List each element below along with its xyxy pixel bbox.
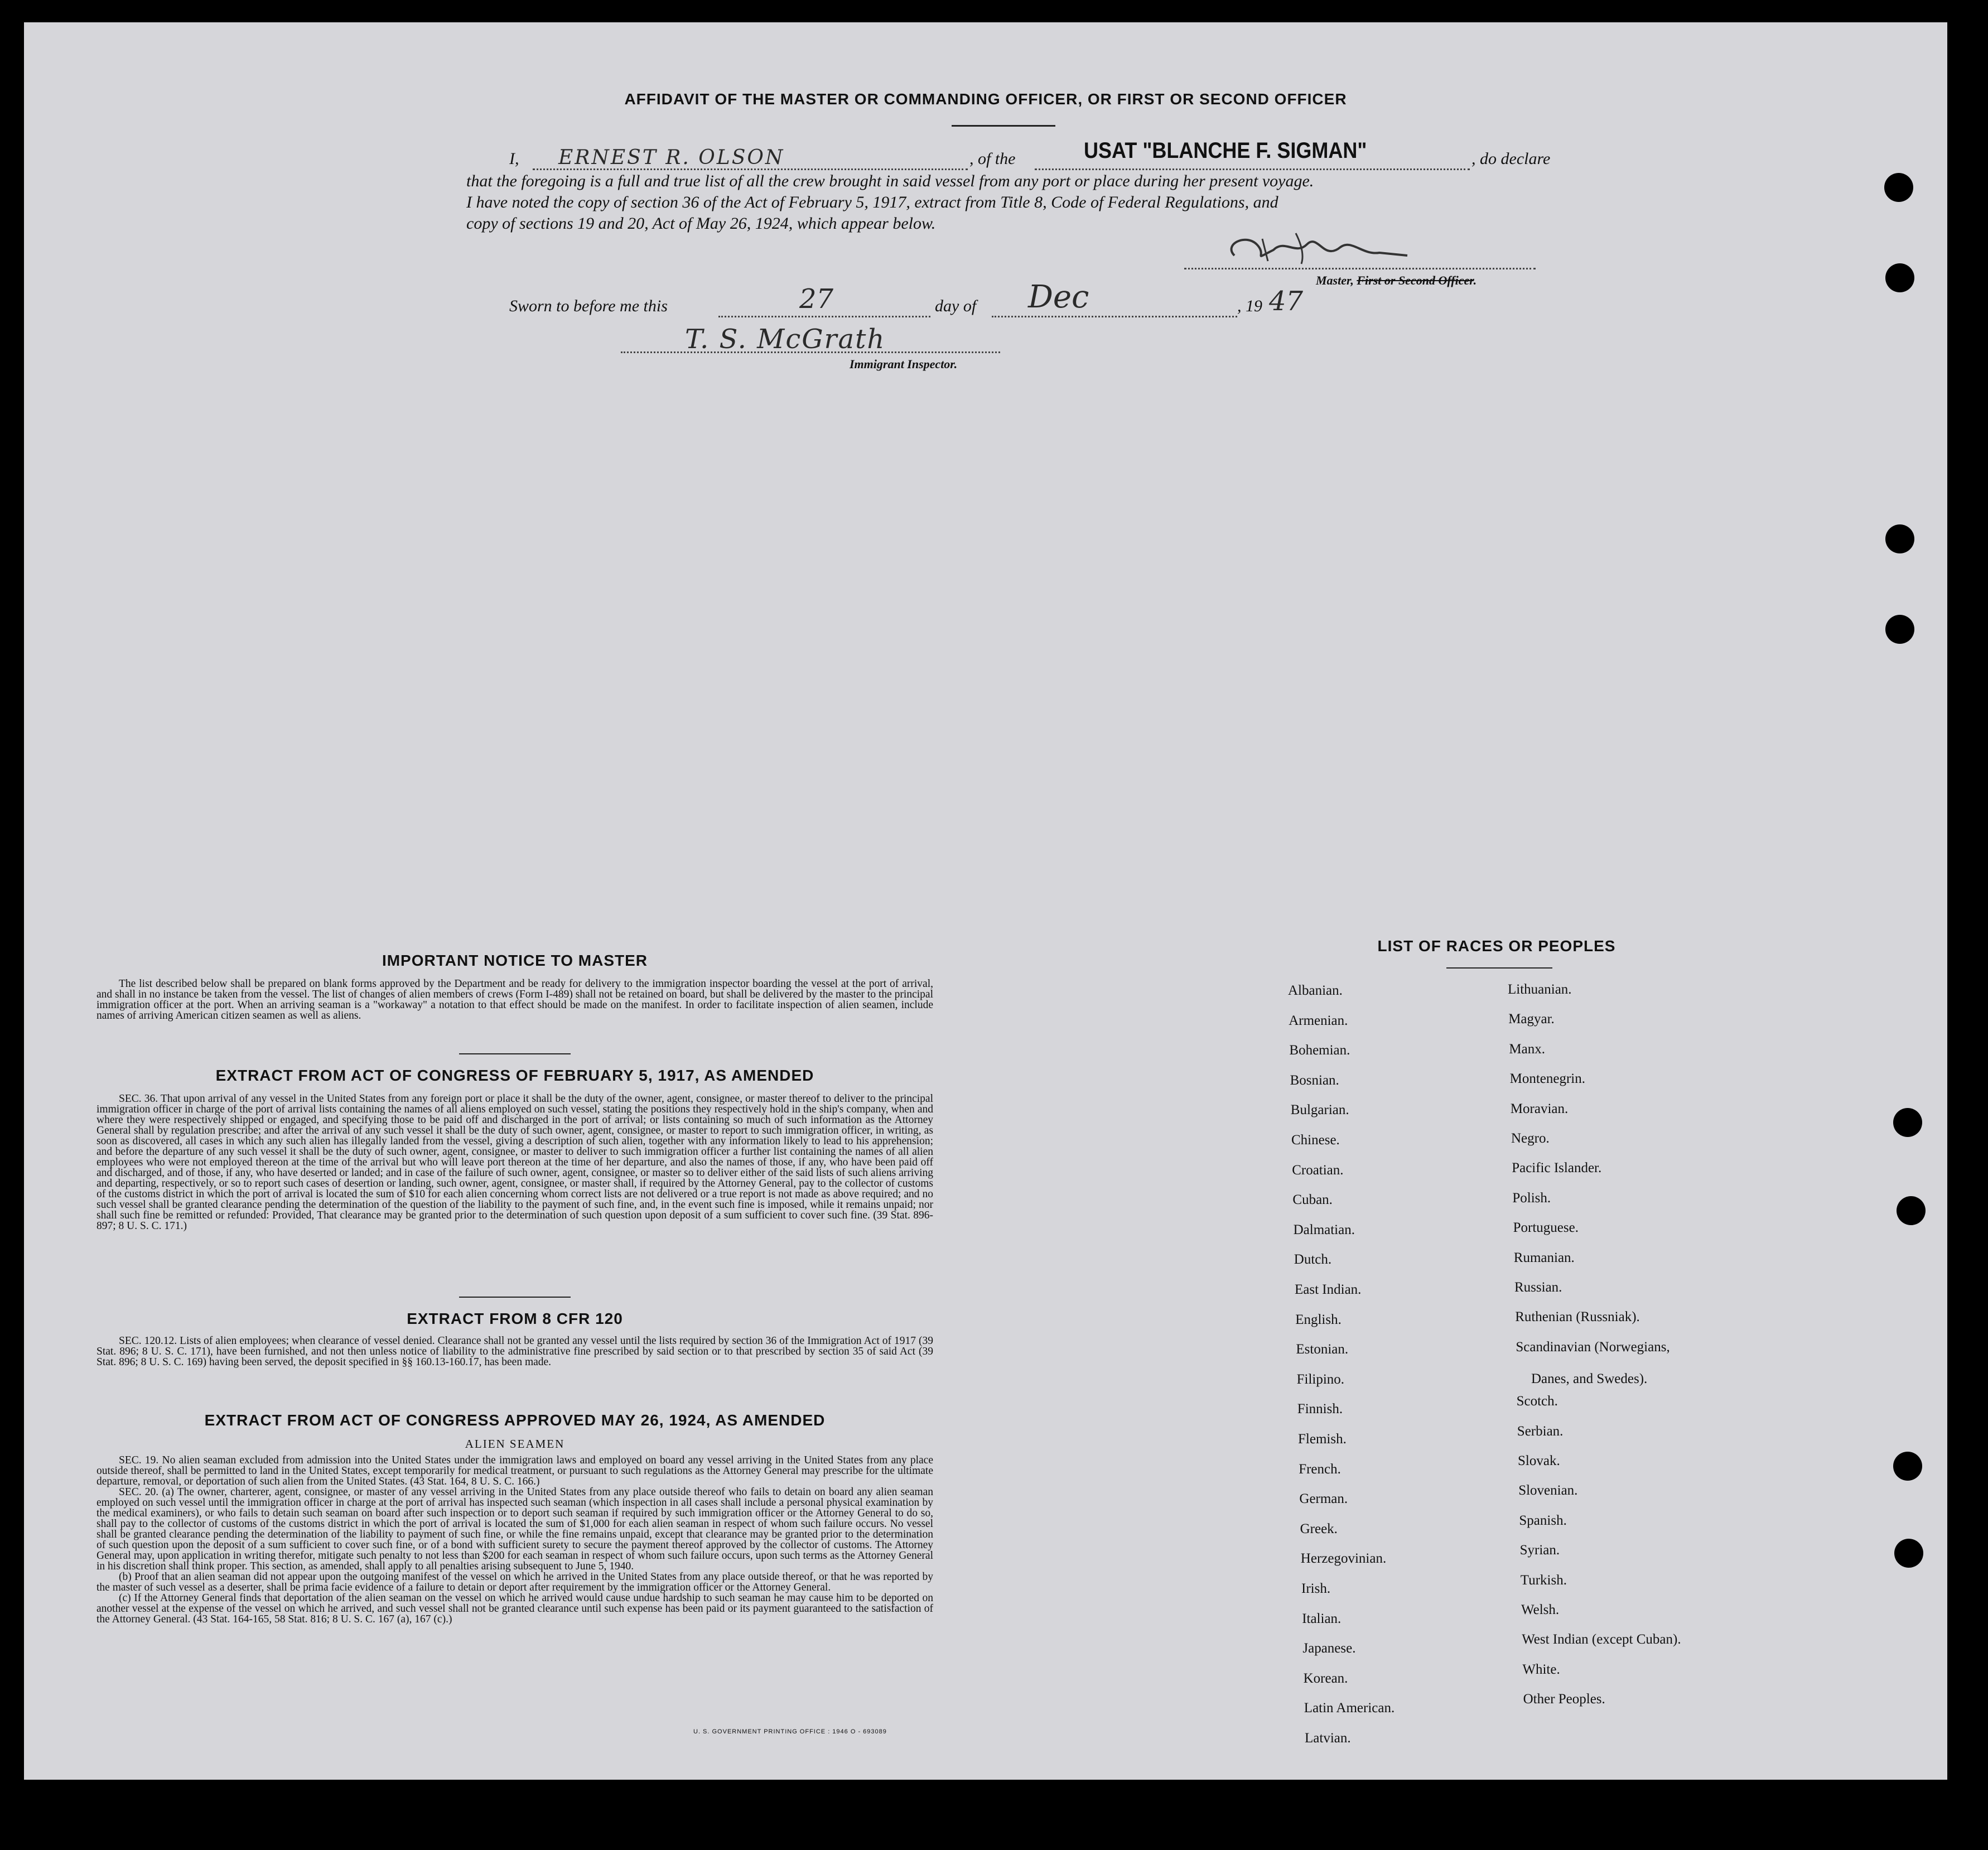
race-item: Other Peoples.	[1523, 1692, 1605, 1707]
race-item: Dutch.	[1294, 1252, 1332, 1268]
notice-text	[96, 979, 933, 1021]
signer-title	[1316, 273, 1476, 288]
race-item: Slovak.	[1518, 1453, 1560, 1468]
master-name-handwritten: ERNEST R. OLSON	[558, 146, 785, 169]
race-item: West Indian (except Cuban).	[1522, 1632, 1681, 1647]
sec-36-paragraph: SEC. 36. That upon arrival of any vessel in the United States from any foreign port or place it shall be the duty of the owner, agent, consignee, or master thereof to deliver to the principal immigration officer in charge of the port of arrival lists containing the names of all aliens employed on such vessel, stating the positions they respectively hold in the ship's company, when and where they were respectively shipped or engaged, and specifying those to be paid off and discharged in the port of arrival; or lists containing so much of such information as the Attorney General shall by regulation prescribe; and after the arrival of any such vessel it shall be the duty of such owner, agent, consignee, or master to report to such immigration officer, in writing, as soon as discovered, all cases in which any such alien has illegally landed from the vessel, giving a description of such alien, together with any information likely to lead to his apprehension; and before the departure of any such vessel it shall be the duty of such owner, agent, consignee, or master to deliver to such immigration officer a further list containing the names of all alien employees who were not employed thereon at the time of the arrival but who will leave port thereon at the time of her departure, and also the names of those, if any, who have been paid off and discharged, and of those, if any, who have deserted or landed; and in case of the failure of such owner, agent, consignee, or master so to deliver either of the said lists of such aliens arriving and departing, respectively, or so to report such cases of desertion or landing, such owner, agent, consignee, or master shall, if required by the Attorney General, pay to the collector of customs of the customs district in which the port of arrival is located the sum of $10 for each alien concerning whom correct lists are not delivered or a true report is not made as above required; and no such vessel shall be granted clearance pending the determination of the question of the liability to the payment of such fine, and, in the event such fine is imposed, while it remains unpaid; nor shall such fine be remitted or refunded: Provided, That clearance may be granted prior to the determination of such question upon deposit of a sum sufficient to cover such fine. (39 Stat. 896-897; 8 U. S. C. 171.)	[96, 1093, 933, 1232]
race-item: Dalmatian.	[1293, 1222, 1355, 1237]
signer-title-end: .	[1473, 273, 1477, 287]
race-item: Ruthenian (Russniak).	[1515, 1309, 1640, 1325]
day-handwritten: 27	[799, 283, 834, 315]
punch-hole	[1894, 1539, 1923, 1568]
day-line	[718, 316, 930, 317]
race-item: Armenian.	[1289, 1013, 1348, 1028]
extract-cfr-text	[96, 1336, 933, 1367]
race-item: Slovenian.	[1518, 1483, 1578, 1499]
month-line	[992, 316, 1237, 317]
extract-cfr-heading: EXTRACT FROM 8 CFR 120	[407, 1310, 623, 1327]
race-item: Polish.	[1512, 1190, 1551, 1206]
punch-hole	[1897, 1196, 1926, 1225]
race-scandinavian-continued: Danes, and Swedes).	[1531, 1371, 1648, 1386]
do-declare-label: , do declare	[1471, 150, 1551, 168]
race-item: Welsh.	[1521, 1602, 1560, 1617]
race-item: Filipino.	[1296, 1371, 1345, 1387]
race-item: Herzegovinian.	[1300, 1551, 1387, 1567]
notice-heading: IMPORTANT NOTICE TO MASTER	[382, 952, 648, 969]
race-item: Flemish.	[1298, 1432, 1347, 1447]
heading-divider	[952, 125, 1055, 127]
inspector-signature-line	[621, 351, 1000, 353]
inspector-title: Immigrant Inspector.	[850, 357, 958, 371]
punch-hole	[1893, 1452, 1922, 1481]
race-item: Latvian.	[1305, 1731, 1351, 1746]
race-item: Manx.	[1509, 1041, 1545, 1057]
race-item: Albanian.	[1288, 983, 1343, 998]
document-page	[24, 22, 1947, 1780]
master-signature-line	[1184, 268, 1536, 269]
race-item: Pacific Islander.	[1512, 1160, 1602, 1176]
vessel-name-stamp: USAT "BLANCHE F. SIGMAN"	[1084, 138, 1367, 163]
inspector-signature: T. S. McGrath	[685, 324, 886, 355]
notice-paragraph: The list described below shall be prepared on blank forms approved by the Department and be ready for delivery to the immigration inspector boarding the vessel at the port of arrival, and shall in no instance be taken from the vessel. The list of changes of alien members of crews (Form I-489) shall not be retained on board, but shall be delivered by the master to the principal immigration officer at the port. When an arriving seaman is a "workaway" a notation to that effect should be made on the manifest. In order to facilitate inspection of alien seamen, include names of arriving American citizen seamen as well as aliens.	[96, 978, 933, 1022]
race-item: Finnish.	[1297, 1401, 1343, 1417]
day-of-label: day of	[935, 297, 977, 315]
race-item: White.	[1522, 1661, 1560, 1677]
race-item: French.	[1299, 1461, 1341, 1477]
punch-hole	[1885, 524, 1914, 553]
extract-1917-text	[96, 1093, 933, 1231]
race-item: Turkish.	[1520, 1572, 1567, 1588]
race-item: Korean.	[1303, 1670, 1348, 1686]
race-item: Cuban.	[1292, 1192, 1333, 1208]
extract-1924-text	[96, 1455, 933, 1625]
sec-20b-paragraph: (b) Proof that an alien seaman did not appear upon the outgoing manifest of the vessel on which he arrived in the United States from any place outside thereof, or that he was reported by the master of such vessel as a deserter, shall be prima facie evidence of a failure to detain or deport after requirement by the immigration officer or the Attorney General.	[96, 1571, 933, 1593]
races-divider	[1446, 967, 1552, 969]
declaration-line-2: that the foregoing is a full and true list of all the crew brought in said vessel from any port or place during her present voyage.	[466, 172, 1314, 190]
declaration-line-3: I have noted the copy of section 36 of the Act of February 5, 1917, extract from Title 8, Code of Federal Regulations, and	[466, 193, 1278, 211]
affidavit-heading: AFFIDAVIT OF THE MASTER OR COMMANDING OFFICER, OR FIRST OR SECOND OFFICER	[624, 90, 1347, 108]
race-item: Estonian.	[1296, 1342, 1349, 1357]
of-the-label: , of the	[969, 150, 1016, 168]
race-item: Italian.	[1302, 1611, 1342, 1626]
i-label: I,	[509, 150, 519, 168]
sworn-label: Sworn to before me this	[509, 297, 668, 315]
race-item: Irish.	[1301, 1581, 1331, 1596]
race-item: English.	[1295, 1312, 1342, 1327]
race-item: Latin American.	[1304, 1700, 1395, 1716]
alien-seamen-subheading: ALIEN SEAMEN	[465, 1437, 565, 1451]
race-item: Portuguese.	[1513, 1220, 1579, 1236]
master-signature	[1212, 222, 1413, 272]
punch-hole	[1885, 615, 1914, 644]
race-item: Montenegrin.	[1509, 1071, 1585, 1087]
race-item: East Indian.	[1295, 1282, 1362, 1297]
race-item: Bulgarian.	[1290, 1102, 1349, 1118]
race-item: Croatian.	[1292, 1162, 1344, 1178]
declaration-line-4: copy of sections 19 and 20, Act of May 26, 1924, which appear below.	[466, 214, 936, 233]
sec-120-12-paragraph: SEC. 120.12. Lists of alien employees; when clearance of vessel denied. Clearance shall not be granted any vessel until the lists required by section 36 of the Immigration Act of 1917 (39 Stat. 896; 8 U. S. C. 171), have been furnished, and not then unless notice of liability to the administrative fine prescribed by said section or to that prescribed by section 35 of said Act (39 Stat. 896; 8 U. S. C. 169) having been served, the deposit specified in §§ 160.13-160.17, has been made.	[96, 1335, 933, 1368]
year-prefix: , 19	[1237, 297, 1262, 315]
extract-1924-heading: EXTRACT FROM ACT OF CONGRESS APPROVED MAY 26, 1924, AS AMENDED	[204, 1411, 826, 1429]
race-item: Japanese.	[1302, 1641, 1356, 1656]
races-heading: LIST OF RACES OR PEOPLES	[1377, 937, 1616, 955]
punch-hole	[1885, 263, 1914, 292]
sec-20c-paragraph: (c) If the Attorney General finds that deportation of the alien seaman on the vessel on which he arrived would cause undue hardship to such seaman he may cause him to be deported on another vessel at the expense of the vessel on which he arrived, and such vessel shall not be granted clearance until such expense has been paid or its payment guaranteed to the satisfaction of the Attorney General. (43 Stat. 164-165, 58 Stat. 816; 8 U. S. C. 167 (a), 167 (c).)	[96, 1592, 933, 1625]
race-item: Chinese.	[1291, 1133, 1340, 1148]
signer-title-struck: First or Second Officer	[1357, 273, 1474, 287]
race-item: Syrian.	[1519, 1543, 1560, 1558]
year-handwritten: 47	[1269, 286, 1304, 317]
divider-2	[459, 1297, 571, 1298]
race-item: Negro.	[1511, 1131, 1550, 1146]
race-item: German.	[1299, 1491, 1348, 1507]
printer-line: U. S. GOVERNMENT PRINTING OFFICE : 1946 O - 693089	[693, 1728, 887, 1735]
race-item: Moravian.	[1510, 1101, 1569, 1116]
race-item: Serbian.	[1517, 1423, 1564, 1439]
race-item: Bosnian.	[1290, 1072, 1339, 1088]
race-item: Rumanian.	[1513, 1250, 1575, 1265]
sec-20a-paragraph: SEC. 20. (a) The owner, charterer, agent, consignee, or master of any vessel arriving in the United States from any place outside thereof who fails to detain on board any alien seaman employed on such vessel until the immigration officer in charge at the port of arrival has inspected such seaman (which inspection in all cases shall include a personal physical examination by the medical examiners), or who fails to detain such seaman on board after such inspection or to deport such seaman if required by such immigration officer or the Attorney General to do so, shall pay to the collector of customs of the customs district in which the port of arrival is located the sum of $1,000 for each alien seaman in respect of whom such failure occurs. No vessel shall be granted clearance pending the determination of the liability to payment of such fine, or while the fine remains unpaid, except that clearance may be granted prior to the determination of such question upon the deposit of a sum sufficient to cover such fine, or of a bond with sufficient surety to secure the payment thereof approved by the collector of customs. The Attorney General may, upon application in writing therefor, mitigate such penalty to not less than $200 for each seaman in respect of whom such failure occurs, upon such terms as the Attorney General in his discretion shall think proper. This section, as amended, shall apply to all penalties arising subsequent to June 5, 1940.	[96, 1486, 933, 1572]
race-item: Scotch.	[1516, 1394, 1558, 1409]
signer-title-master: Master,	[1316, 273, 1354, 287]
race-item: Spanish.	[1519, 1512, 1567, 1528]
race-item: Bohemian.	[1289, 1043, 1350, 1058]
punch-hole	[1893, 1108, 1922, 1137]
race-item: Lithuanian.	[1508, 982, 1572, 997]
race-item: Greek.	[1300, 1521, 1338, 1536]
punch-hole	[1884, 173, 1913, 202]
race-item: Russian.	[1514, 1280, 1562, 1295]
vessel-name-line	[1035, 168, 1470, 170]
race-item: Scandinavian (Norwegians,	[1516, 1339, 1670, 1355]
sec-19-paragraph: SEC. 19. No alien seaman excluded from admission into the United States under the immigration laws and employed on board any vessel arriving in the United States from any place outside thereof, shall be permitted to land in the United States, except temporarily for medical treatment, or pursuant to such regulations as the Attorney General may prescribe for the ultimate departure, removal, or deportation of such alien from the United States. (43 Stat. 164, 8 U. S. C. 166.)	[96, 1454, 933, 1487]
extract-1917-heading: EXTRACT FROM ACT OF CONGRESS OF FEBRUARY 5, 1917, AS AMENDED	[215, 1067, 814, 1084]
month-handwritten: Dec	[1028, 279, 1089, 315]
race-item: Magyar.	[1508, 1011, 1555, 1027]
divider-1	[459, 1053, 571, 1054]
